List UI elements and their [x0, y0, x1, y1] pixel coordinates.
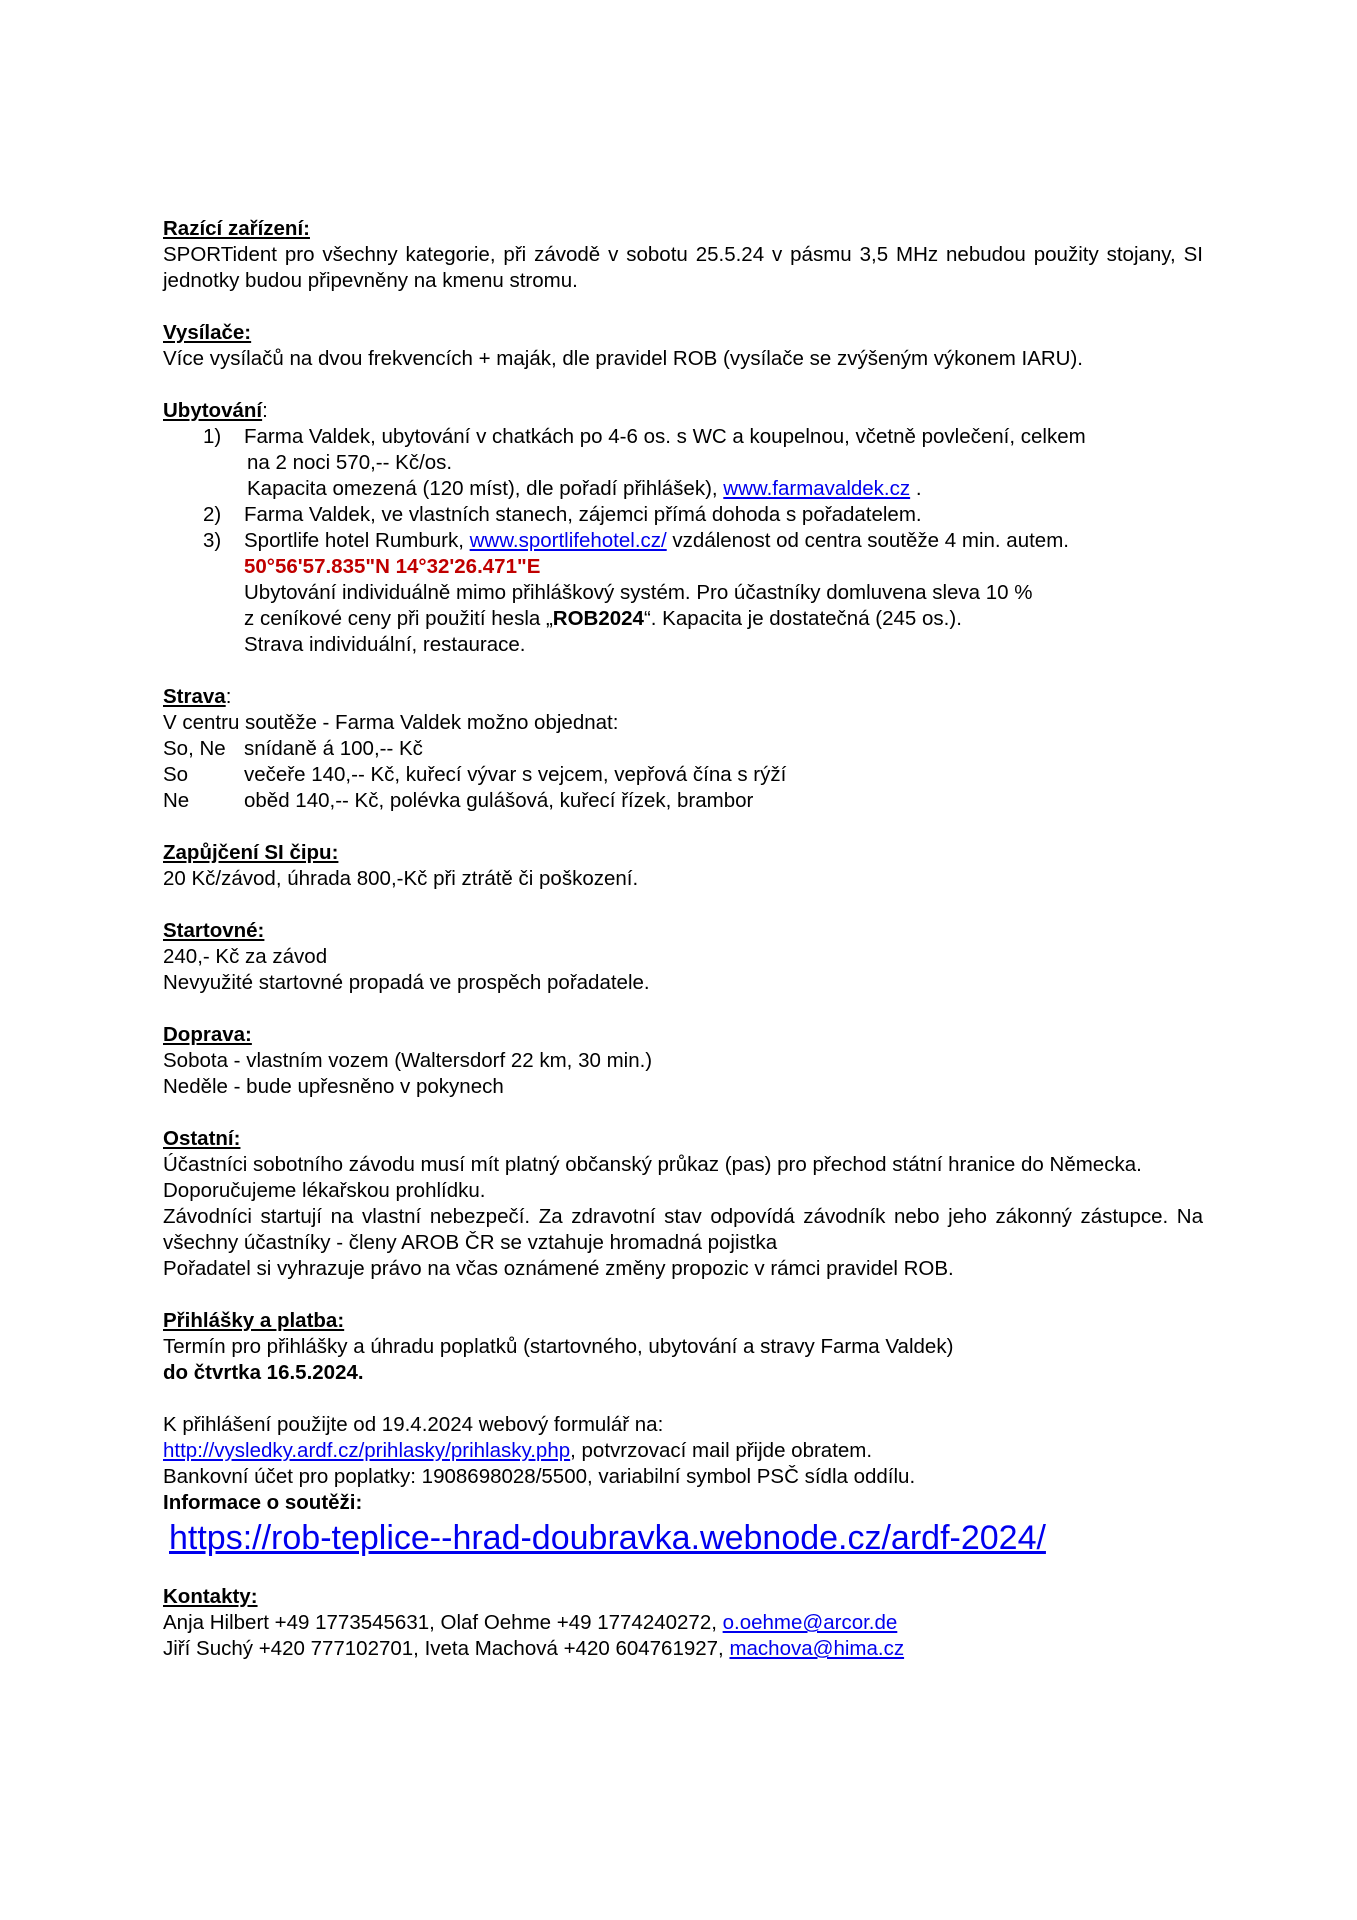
contact-names: Anja Hilbert +49 1773545631, Olaf Oehme +49 1774240272, [163, 1611, 723, 1634]
info-heading: Informace o soutěži: [163, 1491, 363, 1514]
heading-ostatni: Ostatní: [163, 1127, 241, 1150]
section-ubytovani [163, 398, 1203, 658]
meal-text: oběd 140,-- Kč, polévka gulášová, kuřecí řízek, brambor [244, 789, 754, 812]
ostatni-passport: Účastníci sobotního závodu musí mít platný občanský průkaz (pas) pro přechod státní hranice do Německa. [163, 1153, 1142, 1176]
section-kontakty [163, 1584, 1203, 1662]
item1-line3 [244, 476, 1203, 502]
heading-strava-line [163, 684, 1203, 710]
registration-link[interactable]: http://vysledky.ardf.cz/prihlasky/prihlasky.php [163, 1439, 571, 1462]
section-razici [163, 216, 1203, 294]
item3-hotel-name: Sportlife hotel Rumburk, [244, 529, 470, 552]
contact-names: Jiří Suchý +420 777102701, Iveta Machová +420 604761927, [163, 1637, 730, 1660]
section-doprava [163, 1022, 1203, 1100]
item3-line5: Strava individuální, restaurace. [244, 633, 526, 656]
heading-ubytovani-line [163, 398, 1203, 424]
meal-text: večeře 140,-- Kč, kuřecí vývar s vejcem, vepřová čína s rýží [244, 763, 787, 786]
item1-capacity-text: Kapacita omezená (120 míst), dle pořadí přihlášek), [247, 477, 724, 500]
item3-line3: Ubytování individuálně mimo přihláškový systém. Pro účastníky domluvena sleva 10 % [244, 581, 1033, 604]
startovne-amount: 240,- [163, 945, 210, 968]
startovne-note: Nevyužité startovné propadá ve prospěch pořadatele. [163, 971, 650, 994]
email-link[interactable]: machova@hima.cz [729, 1637, 905, 1660]
section-ostatni [163, 1126, 1203, 1282]
meal-text: snídaně á 100,-- Kč [244, 737, 423, 760]
startovne-amount-rest: Kč za závod [209, 945, 328, 968]
gps-coordinates: 50°56'57.835"N 14°32'26.471"E [244, 555, 541, 578]
heading-colon: : [262, 399, 268, 422]
section-startovne [163, 918, 1203, 996]
heading-strava: Strava [163, 685, 226, 708]
doprava-saturday: Sobota - vlastním vozem (Waltersdorf 22 km, 30 min.) [163, 1049, 653, 1072]
contact-row [163, 1636, 1203, 1662]
info-link-line [163, 1518, 1203, 1558]
item2-text: Farma Valdek, ve vlastních stanech, zájemci přímá dohoda s pořadatelem. [244, 503, 922, 526]
item1-line1: Farma Valdek, ubytování v chatkách po 4-6 os. s WC a koupelnou, včetně povlečení, celkem [244, 425, 1086, 448]
ostatni-medical: Doporučujeme lékařskou prohlídku. [163, 1179, 486, 1202]
prihlasky-link-line [163, 1438, 1203, 1464]
vysilace-text: Více vysílačů na dvou frekvencích + maják, dle pravidel ROB (vysílače se zvýšeným výkonem IARU). [163, 347, 1083, 370]
heading-prihlasky: Přihlášky a platba: [163, 1309, 345, 1332]
heading-vysilace: Vysílače: [163, 321, 252, 344]
item1-line2: na 2 noci 570,-- Kč/os. [247, 451, 453, 474]
sportlifehotel-link[interactable]: www.sportlifehotel.cz/ [469, 529, 667, 552]
heading-doprava: Doprava: [163, 1023, 252, 1046]
list-number: 3) [203, 529, 222, 552]
heading-colon: : [225, 685, 232, 708]
strava-intro: V centru soutěže - Farma Valdek možno objednat: [163, 711, 619, 734]
list-number: 1) [203, 425, 222, 448]
zapujceni-text: 20 Kč/závod, úhrada 800,-Kč při ztrátě či poškození. [163, 867, 639, 890]
ostatni-risk: Závodníci startují na vlastní nebezpečí. Za zdravotní stav odpovídá závodník nebo jeho zákonný zástupce. Na všechny účastníky - členy AROB ČR se vztahuje hromadná pojistka [163, 1205, 1203, 1254]
meal-row [163, 736, 1203, 762]
document-page [163, 216, 1203, 1662]
list-item [163, 502, 1203, 528]
item3-distance: vzdálenost od centra soutěže 4 min. autem. [666, 529, 1069, 552]
ostatni-changes: Pořadatel si vyhrazuje právo na včas oznámené změny propozic v rámci pravidel ROB. [163, 1257, 954, 1280]
meal-day: So [163, 763, 189, 786]
item3-line4 [244, 606, 1203, 632]
razici-text: SPORTident pro všechny kategorie, při závodě v sobotu 25.5.24 v pásmu 3,5 MHz nebudou použity stojany, SI jednotky budou připevněny na kmenu stromu. [163, 243, 1203, 292]
prihlasky-deadline-text: Termín pro přihlášky a úhradu poplatků (startovného, ubytování a stravy Farma Valdek) [163, 1335, 954, 1358]
prihlasky-form-text: K přihlášení použijte od 19.4.2024 webový formulář na: [163, 1413, 664, 1436]
meal-day: Ne [163, 789, 190, 812]
prihlasky-deadline: do čtvrtka 16.5.2024. [163, 1361, 364, 1384]
section-vysilace [163, 320, 1203, 372]
meal-row [163, 762, 1203, 788]
item3-line1 [244, 528, 1203, 554]
meal-day: So, Ne [163, 737, 226, 760]
list-item [163, 528, 1203, 658]
heading-razici: Razící zařízení: [163, 217, 310, 240]
item3-discount-text: z ceníkové ceny při použití hesla „ [244, 607, 553, 630]
heading-ubytovani: Ubytování [163, 399, 263, 422]
section-zapujceni [163, 840, 1203, 892]
list-item [163, 424, 1203, 502]
heading-startovne: Startovné: [163, 919, 265, 942]
item3-capacity: “. Kapacita je dostatečná (245 os.). [643, 607, 962, 630]
startovne-amount-line [163, 944, 1203, 970]
section-prihlasky [163, 1308, 1203, 1558]
heading-zapujceni: Zapůjčení SI čipu: [163, 841, 339, 864]
discount-code: ROB2024 [552, 607, 644, 630]
meal-row [163, 788, 1203, 814]
doprava-sunday: Neděle - bude upřesněno v pokynech [163, 1075, 504, 1098]
competition-info-link[interactable]: https://rob-teplice--hrad-doubravka.webnode.cz/ardf-2024/ [169, 1519, 1046, 1557]
section-strava [163, 684, 1203, 814]
heading-kontakty: Kontakty: [163, 1585, 258, 1608]
farmavaldek-link[interactable]: www.farmavaldek.cz [723, 477, 911, 500]
prihlasky-confirmation: , potvrzovací mail přijde obratem. [570, 1439, 873, 1462]
item1-end: . [910, 477, 922, 500]
contact-row [163, 1610, 1203, 1636]
list-number: 2) [203, 503, 222, 526]
email-link[interactable]: o.oehme@arcor.de [722, 1611, 898, 1634]
bank-account: Bankovní účet pro poplatky: 1908698028/5500, variabilní symbol PSČ sídla oddílu. [163, 1465, 916, 1488]
